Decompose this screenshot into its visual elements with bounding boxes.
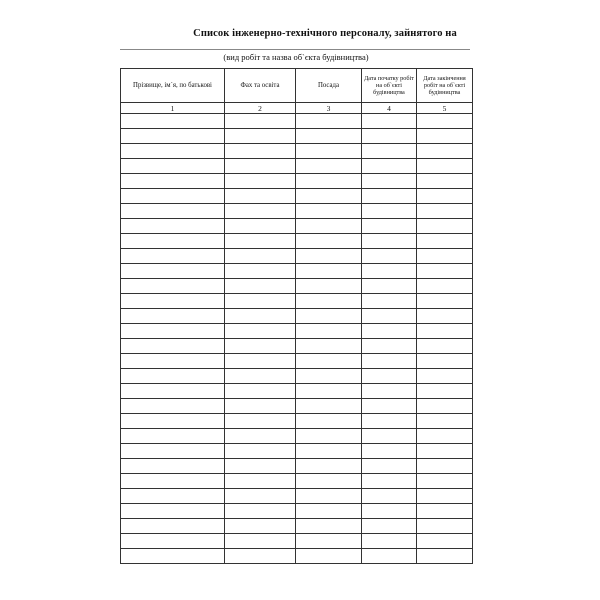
cell-position[interactable]	[296, 489, 362, 504]
document-subtitle: (вид робіт та назва об`єкта будівництва)	[223, 52, 369, 62]
cell-end-date[interactable]	[417, 399, 473, 414]
cell-position[interactable]	[296, 429, 362, 444]
cell-full-name[interactable]	[121, 444, 225, 459]
cell-start-date[interactable]	[362, 384, 417, 399]
table-row	[121, 414, 473, 429]
cell-position[interactable]	[296, 249, 362, 264]
cell-specialty[interactable]	[225, 249, 296, 264]
cell-position[interactable]	[296, 504, 362, 519]
cell-position[interactable]	[296, 444, 362, 459]
cell-end-date[interactable]	[417, 324, 473, 339]
cell-position[interactable]	[296, 309, 362, 324]
staff-table	[120, 68, 473, 564]
cell-position[interactable]	[296, 339, 362, 354]
header-start-date: Дата початку робіт на об`єкті будівництва	[362, 69, 417, 103]
cell-position[interactable]	[296, 144, 362, 159]
header-position: Посада	[296, 69, 362, 103]
cell-position[interactable]	[296, 204, 362, 219]
cell-full-name[interactable]	[121, 174, 225, 189]
cell-specialty[interactable]	[225, 324, 296, 339]
cell-specialty[interactable]	[225, 294, 296, 309]
cell-end-date[interactable]	[417, 189, 473, 204]
cell-end-date[interactable]	[417, 219, 473, 234]
fill-in-line[interactable]	[120, 49, 470, 50]
cell-end-date[interactable]	[417, 264, 473, 279]
cell-start-date[interactable]	[362, 459, 417, 474]
cell-specialty[interactable]	[225, 174, 296, 189]
table-row	[121, 549, 473, 564]
cell-start-date[interactable]	[362, 414, 417, 429]
cell-start-date[interactable]	[362, 279, 417, 294]
cell-position[interactable]	[296, 519, 362, 534]
cell-start-date[interactable]	[362, 204, 417, 219]
cell-end-date[interactable]	[417, 504, 473, 519]
cell-full-name[interactable]	[121, 339, 225, 354]
cell-end-date[interactable]	[417, 429, 473, 444]
cell-specialty[interactable]	[225, 204, 296, 219]
cell-full-name[interactable]	[121, 354, 225, 369]
cell-end-date[interactable]	[417, 129, 473, 144]
cell-position[interactable]	[296, 294, 362, 309]
cell-start-date[interactable]	[362, 264, 417, 279]
cell-full-name[interactable]	[121, 534, 225, 549]
column-number: 1	[121, 103, 225, 114]
cell-position[interactable]	[296, 264, 362, 279]
table-row	[121, 189, 473, 204]
cell-position[interactable]	[296, 474, 362, 489]
table-row	[121, 234, 473, 249]
cell-full-name[interactable]	[121, 204, 225, 219]
cell-end-date[interactable]	[417, 384, 473, 399]
cell-start-date[interactable]	[362, 189, 417, 204]
cell-specialty[interactable]	[225, 279, 296, 294]
cell-start-date[interactable]	[362, 234, 417, 249]
cell-start-date[interactable]	[362, 444, 417, 459]
cell-specialty[interactable]	[225, 189, 296, 204]
cell-end-date[interactable]	[417, 174, 473, 189]
cell-specialty[interactable]	[225, 219, 296, 234]
table-row	[121, 519, 473, 534]
table-row	[121, 339, 473, 354]
cell-position[interactable]	[296, 129, 362, 144]
table-row	[121, 144, 473, 159]
cell-end-date[interactable]	[417, 489, 473, 504]
cell-position[interactable]	[296, 534, 362, 549]
cell-specialty[interactable]	[225, 549, 296, 564]
cell-full-name[interactable]	[121, 129, 225, 144]
cell-position[interactable]	[296, 159, 362, 174]
table-row	[121, 159, 473, 174]
cell-full-name[interactable]	[121, 144, 225, 159]
cell-full-name[interactable]	[121, 384, 225, 399]
cell-position[interactable]	[296, 459, 362, 474]
cell-specialty[interactable]	[225, 129, 296, 144]
cell-full-name[interactable]	[121, 294, 225, 309]
cell-full-name[interactable]	[121, 459, 225, 474]
table-row	[121, 114, 473, 129]
cell-specialty[interactable]	[225, 399, 296, 414]
cell-start-date[interactable]	[362, 174, 417, 189]
cell-specialty[interactable]	[225, 519, 296, 534]
cell-end-date[interactable]	[417, 459, 473, 474]
table-row	[121, 324, 473, 339]
cell-end-date[interactable]	[417, 354, 473, 369]
cell-end-date[interactable]	[417, 519, 473, 534]
cell-full-name[interactable]	[121, 309, 225, 324]
cell-end-date[interactable]	[417, 309, 473, 324]
column-number: 4	[362, 103, 417, 114]
cell-specialty[interactable]	[225, 144, 296, 159]
cell-position[interactable]	[296, 324, 362, 339]
cell-specialty[interactable]	[225, 309, 296, 324]
cell-end-date[interactable]	[417, 279, 473, 294]
cell-start-date[interactable]	[362, 159, 417, 174]
cell-position[interactable]	[296, 234, 362, 249]
cell-start-date[interactable]	[362, 474, 417, 489]
cell-full-name[interactable]	[121, 264, 225, 279]
cell-full-name[interactable]	[121, 489, 225, 504]
cell-specialty[interactable]	[225, 459, 296, 474]
document-title: Список інженерно-технічного персоналу, зайнятого на	[193, 28, 457, 39]
cell-full-name[interactable]	[121, 189, 225, 204]
table-row	[121, 204, 473, 219]
cell-position[interactable]	[296, 174, 362, 189]
cell-start-date[interactable]	[362, 519, 417, 534]
table-row	[121, 219, 473, 234]
cell-end-date[interactable]	[417, 549, 473, 564]
cell-full-name[interactable]	[121, 519, 225, 534]
cell-specialty[interactable]	[225, 429, 296, 444]
cell-end-date[interactable]	[417, 204, 473, 219]
cell-full-name[interactable]	[121, 369, 225, 384]
table-row	[121, 474, 473, 489]
table-row	[121, 369, 473, 384]
cell-full-name[interactable]	[121, 249, 225, 264]
header-row	[121, 69, 473, 103]
cell-end-date[interactable]	[417, 159, 473, 174]
cell-position[interactable]	[296, 369, 362, 384]
table-row	[121, 384, 473, 399]
cell-position[interactable]	[296, 414, 362, 429]
cell-end-date[interactable]	[417, 234, 473, 249]
cell-end-date[interactable]	[417, 339, 473, 354]
cell-full-name[interactable]	[121, 324, 225, 339]
cell-specialty[interactable]	[225, 534, 296, 549]
cell-full-name[interactable]	[121, 474, 225, 489]
cell-end-date[interactable]	[417, 444, 473, 459]
table-row	[121, 264, 473, 279]
cell-specialty[interactable]	[225, 444, 296, 459]
table-row	[121, 174, 473, 189]
cell-start-date[interactable]	[362, 399, 417, 414]
header-specialty: Фах та освіта	[225, 69, 296, 103]
table-row	[121, 279, 473, 294]
cell-specialty[interactable]	[225, 339, 296, 354]
cell-start-date[interactable]	[362, 219, 417, 234]
table-row	[121, 429, 473, 444]
table-row	[121, 354, 473, 369]
table-row	[121, 534, 473, 549]
cell-start-date[interactable]	[362, 369, 417, 384]
cell-full-name[interactable]	[121, 159, 225, 174]
cell-start-date[interactable]	[362, 489, 417, 504]
table-row	[121, 309, 473, 324]
table-row	[121, 459, 473, 474]
cell-position[interactable]	[296, 219, 362, 234]
cell-start-date[interactable]	[362, 294, 417, 309]
cell-specialty[interactable]	[225, 114, 296, 129]
cell-end-date[interactable]	[417, 114, 473, 129]
cell-full-name[interactable]	[121, 504, 225, 519]
cell-start-date[interactable]	[362, 324, 417, 339]
cell-end-date[interactable]	[417, 294, 473, 309]
cell-start-date[interactable]	[362, 339, 417, 354]
cell-start-date[interactable]	[362, 549, 417, 564]
cell-specialty[interactable]	[225, 264, 296, 279]
cell-specialty[interactable]	[225, 474, 296, 489]
cell-position[interactable]	[296, 549, 362, 564]
cell-specialty[interactable]	[225, 354, 296, 369]
cell-start-date[interactable]	[362, 504, 417, 519]
cell-specialty[interactable]	[225, 504, 296, 519]
cell-position[interactable]	[296, 384, 362, 399]
cell-full-name[interactable]	[121, 399, 225, 414]
cell-full-name[interactable]	[121, 429, 225, 444]
cell-full-name[interactable]	[121, 549, 225, 564]
column-number: 3	[296, 103, 362, 114]
cell-start-date[interactable]	[362, 114, 417, 129]
cell-end-date[interactable]	[417, 249, 473, 264]
cell-full-name[interactable]	[121, 219, 225, 234]
cell-start-date[interactable]	[362, 429, 417, 444]
cell-start-date[interactable]	[362, 354, 417, 369]
table-row	[121, 129, 473, 144]
cell-start-date[interactable]	[362, 249, 417, 264]
cell-full-name[interactable]	[121, 414, 225, 429]
cell-position[interactable]	[296, 189, 362, 204]
cell-specialty[interactable]	[225, 414, 296, 429]
table-row	[121, 249, 473, 264]
cell-start-date[interactable]	[362, 534, 417, 549]
header-end-date: Дата закінчення робіт на об`єкті будівництва	[417, 69, 473, 103]
cell-start-date[interactable]	[362, 144, 417, 159]
table-row	[121, 294, 473, 309]
cell-position[interactable]	[296, 114, 362, 129]
column-number: 5	[417, 103, 473, 114]
table-row	[121, 504, 473, 519]
column-number-row	[121, 103, 473, 114]
cell-end-date[interactable]	[417, 144, 473, 159]
table-row	[121, 489, 473, 504]
cell-specialty[interactable]	[225, 369, 296, 384]
cell-specialty[interactable]	[225, 159, 296, 174]
cell-position[interactable]	[296, 354, 362, 369]
cell-position[interactable]	[296, 399, 362, 414]
cell-end-date[interactable]	[417, 474, 473, 489]
table-row	[121, 399, 473, 414]
cell-full-name[interactable]	[121, 234, 225, 249]
header-full-name: Прізвище, ім`я, по батькові	[121, 69, 225, 103]
cell-full-name[interactable]	[121, 279, 225, 294]
cell-specialty[interactable]	[225, 234, 296, 249]
cell-start-date[interactable]	[362, 309, 417, 324]
cell-full-name[interactable]	[121, 114, 225, 129]
cell-end-date[interactable]	[417, 369, 473, 384]
table-row	[121, 444, 473, 459]
cell-specialty[interactable]	[225, 489, 296, 504]
cell-position[interactable]	[296, 279, 362, 294]
cell-specialty[interactable]	[225, 384, 296, 399]
column-number: 2	[225, 103, 296, 114]
cell-end-date[interactable]	[417, 534, 473, 549]
cell-end-date[interactable]	[417, 414, 473, 429]
cell-start-date[interactable]	[362, 129, 417, 144]
